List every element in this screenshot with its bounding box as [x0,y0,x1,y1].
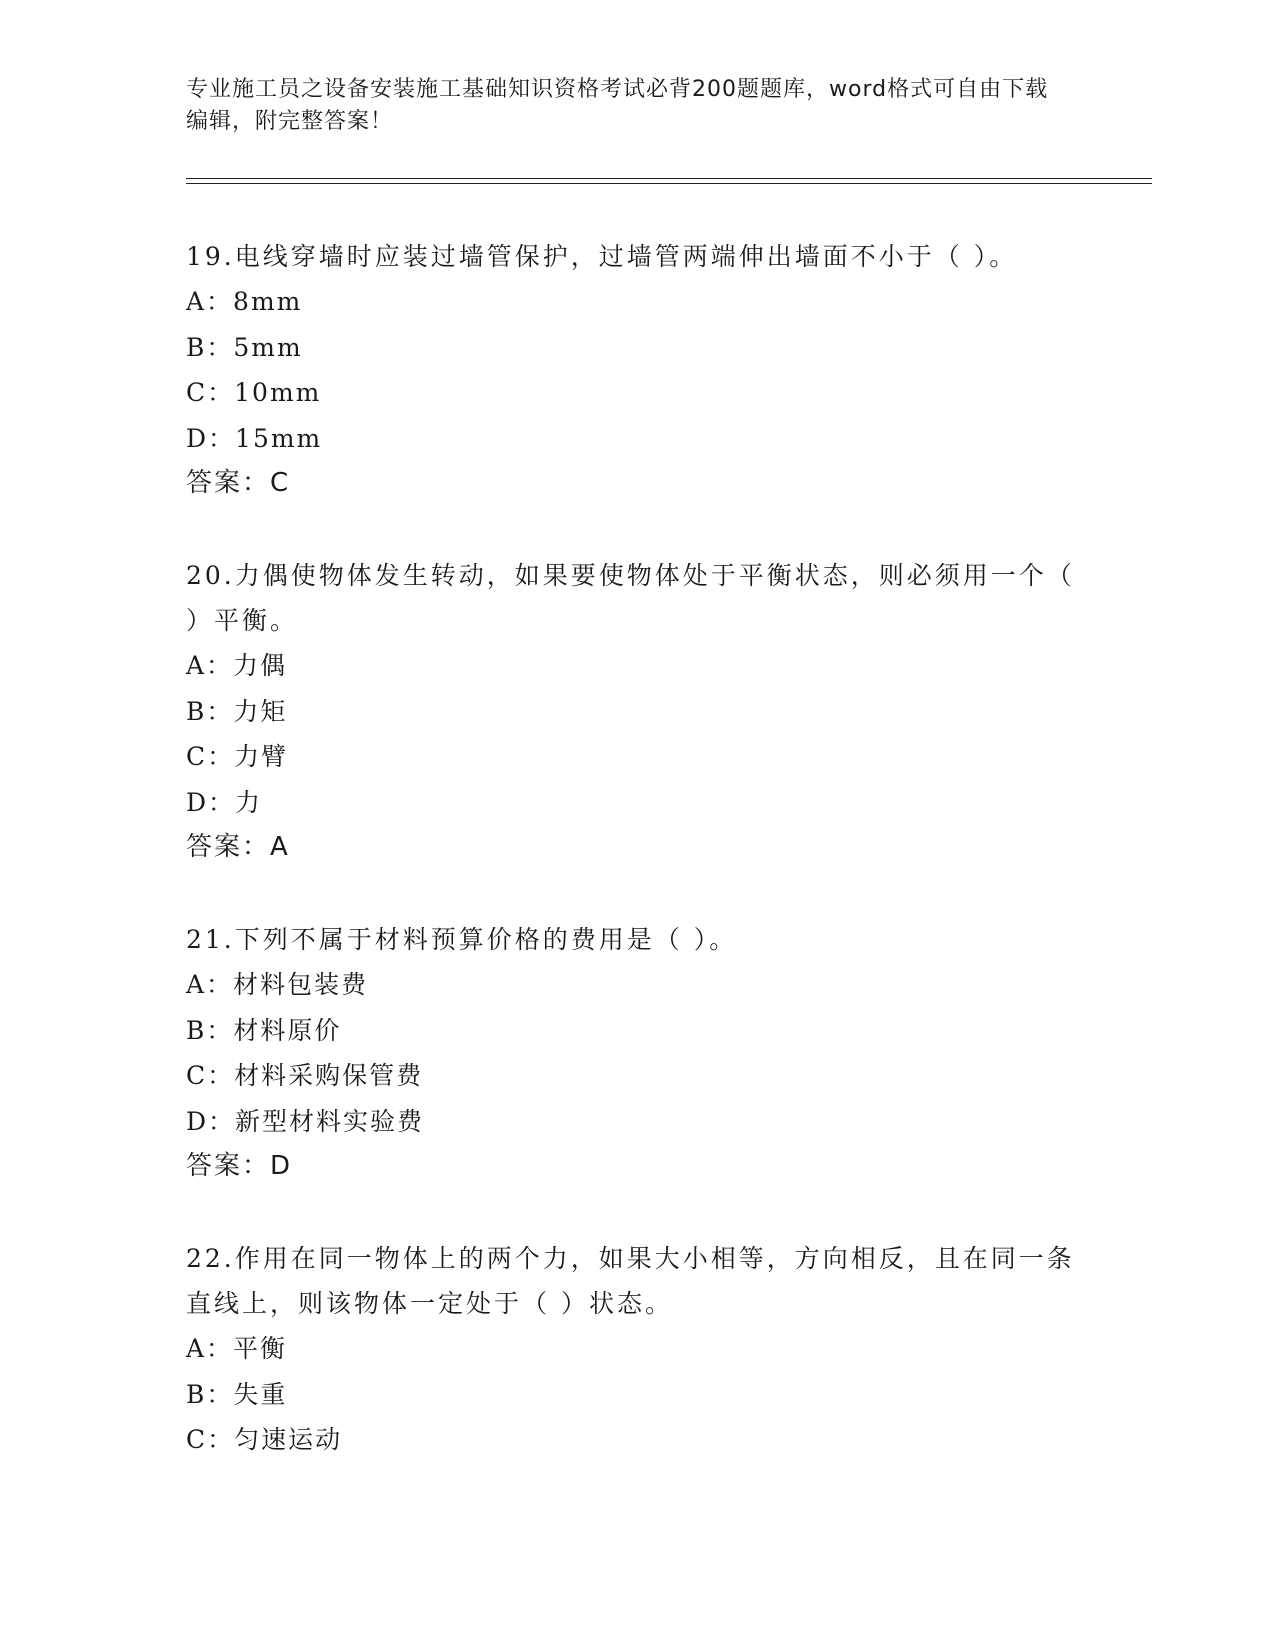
question-stem: 20.力偶使物体发生转动，如果要使物体处于平衡状态，则必须用一个（ ）平衡。 [186,561,1075,635]
option-a: A：力偶 [186,651,288,680]
option-a: A：平衡 [186,1334,288,1363]
option-d: D：15mm [186,423,323,453]
option-b: B：失重 [186,1379,288,1409]
question-stem: 19.电线穿墙时应装过墙管保护，过墙管两端伸出墙面不小于（ ）。 [186,242,1018,271]
header-rule-top [186,178,1152,179]
option-d: D：力 [186,787,263,817]
option-c: C：10mm [186,378,322,407]
question-stem: 22.作用在同一物体上的两个力，如果大小相等，方向相反，且在同一条直线上，则该物体一定处于（ ）状态。 [186,1244,1075,1318]
question-22 [186,1236,1086,1463]
option-c: C：力臂 [186,742,289,771]
question-stem: 21.下列不属于材料预算价格的费用是（ ）。 [186,925,738,954]
answer-line: 答案：C [186,468,291,498]
answer-line: 答案：A [186,832,290,862]
option-c: C：匀速运动 [186,1425,343,1454]
question-19 [186,234,1086,505]
question-20 [186,553,1086,869]
document-header-title: 专业施工员之设备安装施工基础知识资格考试必背200题题库，word格式可自由下载编辑，附完整答案！ [186,77,1049,134]
option-c: C：材料采购保管费 [186,1061,424,1090]
option-a: A：8mm [186,287,303,316]
question-list [186,234,1086,1511]
option-b: B：力矩 [186,696,288,726]
option-d: D：新型材料实验费 [186,1106,425,1136]
header-rule-bottom [186,183,1152,184]
option-b: B：5mm [186,332,303,362]
question-21 [186,917,1086,1188]
option-a: A：材料包装费 [186,970,369,999]
answer-line: 答案：D [186,1151,293,1181]
option-b: B：材料原价 [186,1015,342,1045]
